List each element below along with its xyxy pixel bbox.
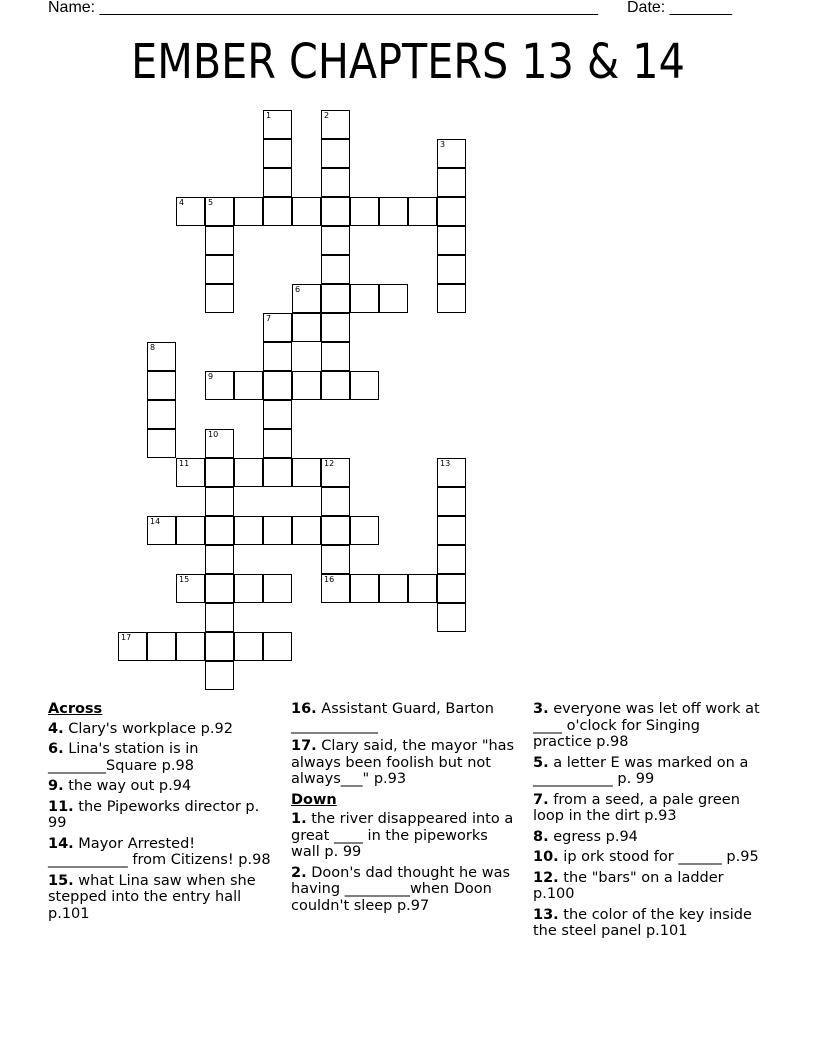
grid-cell <box>263 516 292 545</box>
grid-cell <box>292 197 321 226</box>
down-heading: Down <box>291 791 337 808</box>
grid-cell <box>437 197 466 226</box>
clues-column-2 <box>291 701 519 918</box>
grid-cell <box>234 371 263 400</box>
clue-down-13 <box>533 907 763 940</box>
clue-across-16 <box>291 701 519 734</box>
grid-cell <box>205 487 234 516</box>
clues-column-3 <box>533 701 763 944</box>
grid-cell <box>437 284 466 313</box>
grid-cell <box>321 458 350 487</box>
grid-cell <box>437 574 466 603</box>
grid-cell <box>321 197 350 226</box>
grid-cell <box>234 458 263 487</box>
grid-cell <box>176 574 205 603</box>
clue-number: 17. <box>291 738 317 754</box>
cell-number: 15 <box>179 575 190 584</box>
grid-cell <box>147 632 176 661</box>
grid-cell <box>292 371 321 400</box>
cell-number: 7 <box>266 314 272 323</box>
grid-cell <box>263 429 292 458</box>
grid-cell <box>147 400 176 429</box>
grid-cell <box>437 603 466 632</box>
clue-text: a letter E was marked on a ___________ p. 99 <box>533 754 749 787</box>
cell-number: 8 <box>150 343 156 352</box>
clue-text: the Pipeworks director p. 99 <box>48 798 260 831</box>
clue-number: 6. <box>48 741 64 757</box>
clue-down-7 <box>533 792 763 825</box>
grid-cell <box>321 110 350 139</box>
grid-cell <box>321 516 350 545</box>
grid-cell <box>205 226 234 255</box>
clue-number: 15. <box>48 872 74 889</box>
clue-across-9 <box>48 778 276 795</box>
grid-cell <box>263 632 292 661</box>
clue-down-1 <box>291 811 519 861</box>
grid-cell <box>437 458 466 487</box>
grid-cell <box>292 458 321 487</box>
grid-cell <box>379 197 408 226</box>
grid-cell <box>321 168 350 197</box>
cell-number: 14 <box>150 517 161 526</box>
clue-across-11 <box>48 799 276 832</box>
across-heading: Across <box>48 701 103 717</box>
clues-column-1 <box>48 701 276 926</box>
clue-across-6 <box>48 741 276 774</box>
grid-cell <box>234 632 263 661</box>
grid-cell <box>350 574 379 603</box>
cell-number: 2 <box>324 111 330 120</box>
grid-cell <box>350 371 379 400</box>
cell-number: 12 <box>324 459 335 468</box>
clue-across-15 <box>48 873 276 923</box>
grid-cell <box>147 371 176 400</box>
grid-cell <box>147 429 176 458</box>
grid-cell <box>437 226 466 255</box>
clue-number: 9. <box>48 778 64 794</box>
clue-text: Clary's workplace p.92 <box>68 720 233 737</box>
grid-cell <box>205 197 234 226</box>
grid-cell <box>205 661 234 690</box>
grid-cell <box>263 313 292 342</box>
clue-number: 2. <box>291 864 307 881</box>
grid-cell <box>234 574 263 603</box>
grid-cell <box>292 313 321 342</box>
grid-cell <box>350 197 379 226</box>
grid-cell <box>205 429 234 458</box>
grid-cell <box>205 458 234 487</box>
clue-text: egress p.94 <box>553 828 638 845</box>
clue-text: Lina's station is in ________Square p.98 <box>48 741 199 774</box>
grid-cell <box>321 574 350 603</box>
grid-cell <box>379 284 408 313</box>
grid-cell <box>437 168 466 197</box>
grid-cell <box>234 516 263 545</box>
date-line: Date: _______ <box>627 0 732 16</box>
grid-cell <box>147 342 176 371</box>
grid-cell <box>321 313 350 342</box>
clue-down-5 <box>533 755 763 788</box>
grid-cell <box>379 574 408 603</box>
grid-cell <box>263 458 292 487</box>
grid-cell <box>321 371 350 400</box>
clue-text: the "bars" on a ladder p.100 <box>533 869 724 902</box>
grid-cell <box>176 632 205 661</box>
grid-cell <box>205 545 234 574</box>
cell-number: 16 <box>324 575 335 584</box>
clue-across-4 <box>48 721 276 738</box>
cell-number: 6 <box>295 285 301 294</box>
name-line: Name: ________________________________________________________ <box>48 0 598 16</box>
grid-cell <box>205 516 234 545</box>
cell-number: 13 <box>440 459 451 468</box>
clue-text: from a seed, a pale green loop in the dirt p.93 <box>533 791 740 824</box>
cell-number: 4 <box>179 198 185 207</box>
clue-down-8 <box>533 829 763 846</box>
cell-number: 3 <box>440 140 446 149</box>
grid-cell <box>292 516 321 545</box>
clue-number: 4. <box>48 720 64 737</box>
clue-text: Assistant Guard, Barton ____________ <box>291 701 494 734</box>
grid-cell <box>321 487 350 516</box>
cell-number: 11 <box>179 459 190 468</box>
grid-cell <box>292 284 321 313</box>
grid-cell <box>350 284 379 313</box>
grid-cell <box>147 516 176 545</box>
grid-cell <box>176 458 205 487</box>
grid-cell <box>205 632 234 661</box>
grid-cell <box>234 197 263 226</box>
grid-cell <box>437 139 466 168</box>
grid-cell <box>263 342 292 371</box>
clue-text: ip ork stood for ______ p.95 <box>563 849 759 865</box>
grid-cell <box>205 255 234 284</box>
clue-text: what Lina saw when she stepped into the entry hall p.101 <box>48 872 256 922</box>
grid-cell <box>263 400 292 429</box>
grid-cell <box>263 110 292 139</box>
clue-number: 10. <box>533 849 559 865</box>
grid-cell <box>437 487 466 516</box>
grid-cell <box>437 255 466 284</box>
clue-down-12 <box>533 870 763 903</box>
grid-cell <box>321 284 350 313</box>
grid-cell <box>205 371 234 400</box>
grid-cell <box>321 255 350 284</box>
clue-text: Mayor Arrested! ___________ from Citizens! p.98 <box>48 835 271 868</box>
grid-cell <box>408 197 437 226</box>
cell-number: 9 <box>208 372 214 381</box>
clue-number: 16. <box>291 701 317 717</box>
grid-cell <box>263 574 292 603</box>
cell-number: 17 <box>121 633 132 642</box>
grid-cell <box>263 168 292 197</box>
cell-number: 1 <box>266 111 272 120</box>
grid-cell <box>321 545 350 574</box>
clue-text: the way out p.94 <box>68 778 192 794</box>
grid-cell <box>176 516 205 545</box>
grid-cell <box>205 284 234 313</box>
clue-number: 8. <box>533 828 549 845</box>
clue-text: the river disappeared into a great ____ in the pipeworks wall p. 99 <box>291 811 514 860</box>
clue-down-2 <box>291 865 519 915</box>
clue-number: 5. <box>533 754 549 771</box>
grid-cell <box>263 197 292 226</box>
grid-cell <box>408 574 437 603</box>
clue-down-10 <box>533 849 763 866</box>
clue-across-14 <box>48 836 276 869</box>
grid-cell <box>321 139 350 168</box>
grid-cell <box>437 516 466 545</box>
clue-number: 11. <box>48 798 74 815</box>
clue-number: 7. <box>533 791 549 808</box>
page-title: EMBER CHAPTERS 13 & 14 <box>131 34 685 90</box>
grid-cell <box>321 226 350 255</box>
clue-number: 1. <box>291 811 307 827</box>
grid-cell <box>350 516 379 545</box>
clue-down-3 <box>533 701 763 751</box>
cell-number: 10 <box>208 430 219 439</box>
clue-text: Clary said, the mayor "has always been foolish but not always___" p.93 <box>291 738 515 787</box>
clue-number: 13. <box>533 906 559 923</box>
grid-cell <box>321 342 350 371</box>
grid-cell <box>205 574 234 603</box>
grid-cell <box>176 197 205 226</box>
grid-cell <box>263 139 292 168</box>
grid-cell <box>205 603 234 632</box>
clue-number: 3. <box>533 701 549 717</box>
clue-text: the color of the key inside the steel panel p.101 <box>533 906 752 939</box>
clue-across-17 <box>291 738 519 788</box>
clue-text: everyone was let off work at ____ o'clock for Singing practice p.98 <box>533 701 760 750</box>
clue-number: 12. <box>533 869 559 886</box>
clue-text: Doon's dad thought he was having _________when Doon couldn't sleep p.97 <box>291 864 511 914</box>
grid-cell <box>118 632 147 661</box>
grid-cell <box>263 371 292 400</box>
grid-cell <box>437 545 466 574</box>
clue-number: 14. <box>48 835 74 852</box>
cell-number: 5 <box>208 198 214 207</box>
